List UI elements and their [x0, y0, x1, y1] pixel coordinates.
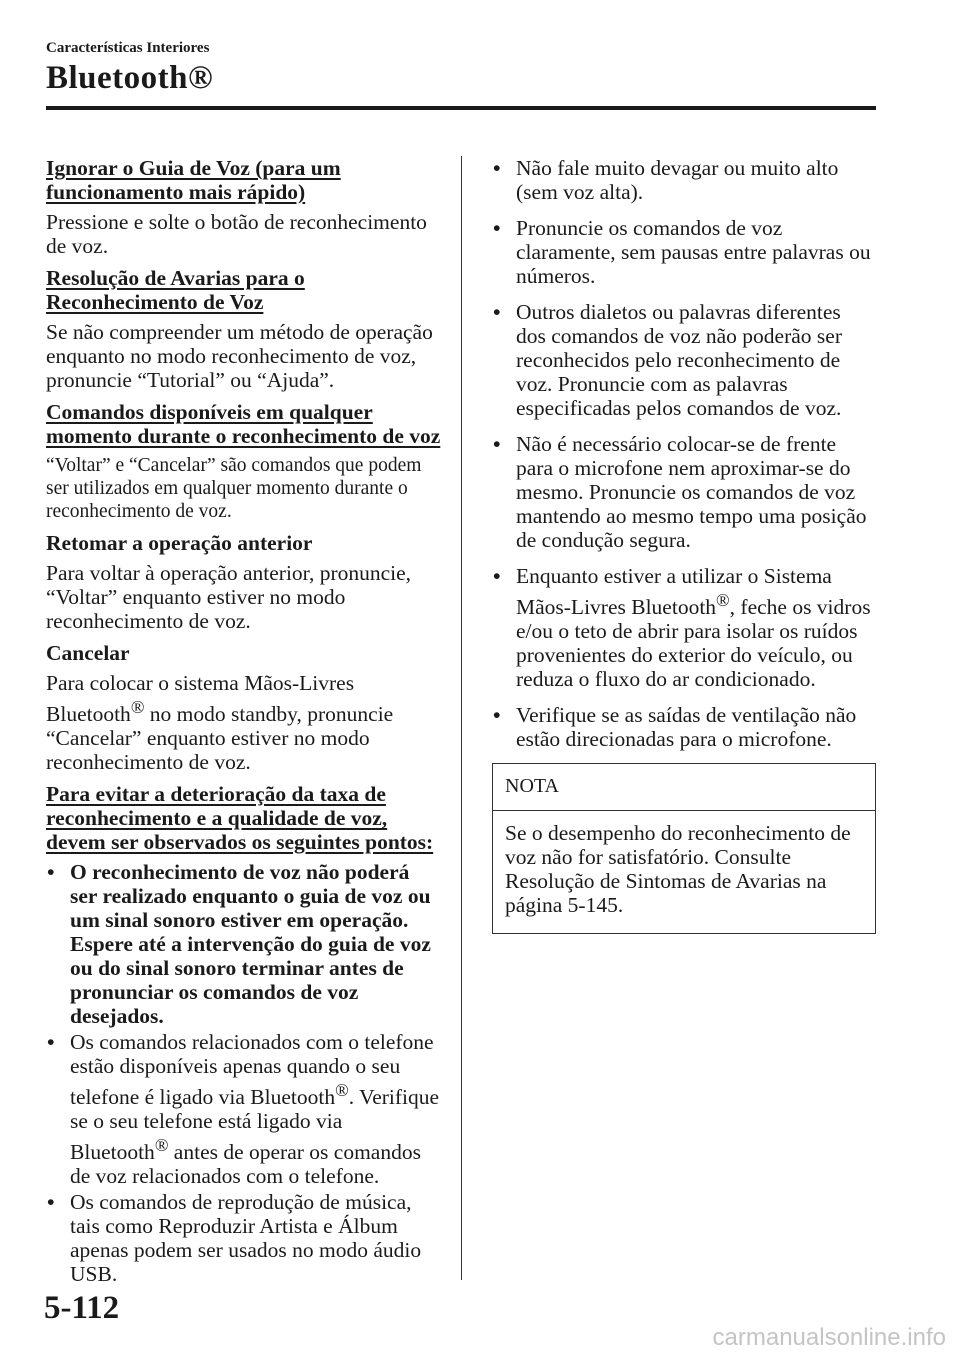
- bullet-icon: •: [493, 703, 501, 728]
- paragraph-cancel: Para colocar o sistema Mãos-Livres Bluetooth® no modo standby, pronuncie “Cancelar” enquanto estiver no modo reconhecimento de voz.: [46, 671, 394, 775]
- paragraph-skip-voice-guide: Pressione e solte o botão de reconhecimento de voz.: [46, 210, 427, 258]
- left-bullet-list: [46, 860, 441, 1286]
- heading-cancel: Cancelar: [46, 641, 130, 665]
- heading-recognition-tips: Para evitar a deterioração da taxa de reconhecimento e a qualidade de voz, devem ser observados os seguintes pontos:: [46, 782, 434, 855]
- paragraph-go-back: Para voltar à operação anterior, pronuncie, “Voltar” enquanto estiver no modo reconhecimento de voz.: [46, 561, 412, 633]
- note-body: Se o desempenho do reconhecimento de voz não for satisfatório. Consulte Resolução de Sintomas de Avarias na página 5-145.: [505, 821, 851, 918]
- registered-mark: ®: [716, 590, 730, 610]
- registered-mark: ®: [154, 1135, 169, 1156]
- list-item: • Verifique se as saídas de ventilação não estão direcionadas para o microfone.: [493, 703, 857, 752]
- watermark: carmanualsonline.info: [712, 1324, 946, 1351]
- list-item: • Não é necessário colocar-se de frente para o microfone nem aproximar-se do mesmo. Pronuncie os comandos de voz mantendo ao mesmo tempo uma posição de condução segura.: [493, 432, 867, 552]
- list-item: • Outros dialetos ou palavras diferentes dos comandos de voz não poderão ser reconhecidos pelo reconhecimento de voz. Pronuncie com as palavras especificadas pelos comandos de voz.: [493, 300, 842, 420]
- heading-skip-voice-guide: Ignorar o Guia de Voz (para um funcionamento mais rápido): [46, 156, 341, 204]
- paragraph-available-commands: “Voltar” e “Cancelar” são comandos que podem ser utilizados em qualquer momento durante o reconhecimento de voz.: [46, 455, 422, 522]
- list-item: • Os comandos relacionados com o telefone estão disponíveis apenas quando o seu telefone é ligado via Bluetooth®. Verifique se o seu telefone está ligado via Bluetooth® antes de operar os comandos de voz relacionados com o telefone.: [47, 1030, 440, 1189]
- registered-mark: ®: [130, 697, 145, 717]
- note-title: NOTA: [493, 764, 875, 811]
- header-rule: [46, 106, 876, 110]
- bullet-icon: •: [493, 156, 501, 180]
- section-title: Características Interiores: [46, 40, 210, 56]
- list-item: • Os comandos de reprodução de música, tais como Reproduzir Artista e Álbum apenas podem ser usados no modo áudio USB.: [47, 1190, 422, 1287]
- page-number: 5-112: [44, 1290, 120, 1326]
- heading-go-back: Retomar a operação anterior: [46, 531, 313, 555]
- heading-troubleshooting: Resolução de Avarias para o Reconhecimento de Voz: [46, 266, 305, 314]
- list-item: • Enquanto estiver a utilizar o Sistema Mãos-Livres Bluetooth®, feche os vidros e/ou o teto de abrir para isolar os ruídos provenientes do exterior do veículo, ou reduza o fluxo do ar condicionado.: [493, 564, 871, 692]
- bullet-icon: •: [47, 1190, 55, 1215]
- list-item: • O reconhecimento de voz não poderá ser realizado enquanto o guia de voz ou um sinal sonoro estiver em operação. Espere até a intervenção do guia de voz ou do sinal sonoro terminar antes de pronunciar os comandos de voz desejados.: [47, 860, 431, 1029]
- bullet-icon: •: [493, 216, 501, 240]
- column-divider: [461, 156, 462, 1280]
- list-item: • Pronuncie os comandos de voz claramente, sem pausas entre palavras ou números.: [493, 216, 871, 288]
- registered-mark: ®: [335, 1080, 349, 1101]
- bullet-icon: •: [47, 860, 55, 885]
- list-item: • Não fale muito devagar ou muito alto (sem voz alta).: [493, 156, 839, 204]
- right-column: [492, 156, 876, 934]
- right-bullet-list: [492, 156, 876, 751]
- bullet-icon: •: [493, 432, 501, 456]
- left-column: [46, 156, 441, 1288]
- page-title: Bluetooth®: [46, 60, 214, 96]
- paragraph-troubleshooting: Se não compreender um método de operação enquanto no modo reconhecimento de voz, pronuncie “Tutorial” ou “Ajuda”.: [46, 320, 433, 392]
- bullet-icon: •: [493, 564, 501, 588]
- bullet-icon: •: [47, 1030, 55, 1055]
- bullet-icon: •: [493, 300, 501, 324]
- note-box: [492, 763, 876, 934]
- heading-available-commands: Comandos disponíveis em qualquer momento durante o reconhecimento de voz: [46, 400, 441, 448]
